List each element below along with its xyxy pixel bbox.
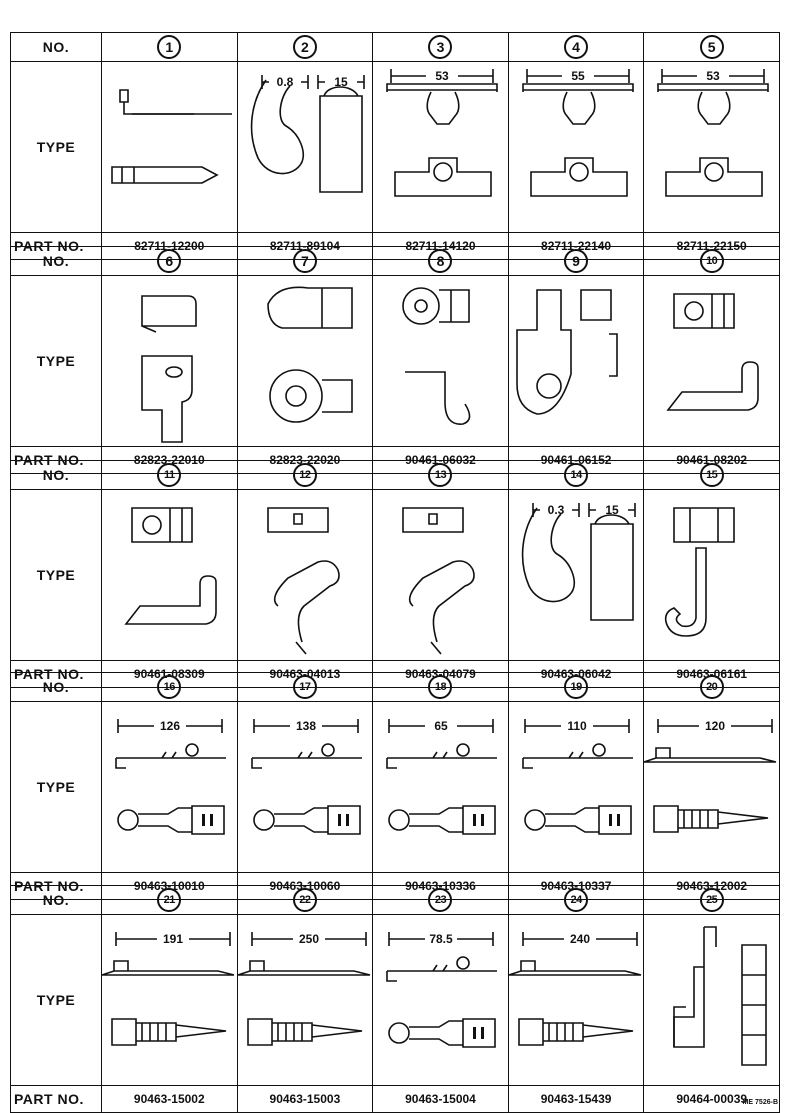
item-number: 2 [293,35,317,59]
type-label: TYPE [11,490,102,661]
dimension-label: 191 [162,932,184,946]
dimension-label: 53 [435,69,449,83]
item-number: 1 [157,35,181,59]
part-number: 90461-08202 [644,447,780,474]
item-number-cell [237,461,373,490]
item-number: 19 [564,675,588,699]
item-number: 17 [293,675,317,699]
item-number: 15 [700,463,724,487]
part-drawing-5 [644,62,780,232]
item-number: 22 [293,888,317,912]
part-drawing-cell [508,702,644,873]
type-row [11,702,780,873]
item-number: 5 [700,35,724,59]
part-drawing-21 [102,915,238,1085]
item-number-cell [644,886,780,915]
part-drawing-cell [508,62,644,233]
part-drawing-cell [102,702,238,873]
part-number: 90461-06032 [373,447,509,474]
item-number-cell [237,33,373,62]
item-number-cell [644,461,780,490]
part-drawing-cell [102,62,238,233]
item-number-cell [373,886,509,915]
item-number: 6 [157,249,181,273]
part-number: 82711-22140 [508,233,644,260]
part-drawing-9 [509,276,645,446]
item-number-cell [508,886,644,915]
part-number: 82823-22020 [237,447,373,474]
part-number: 90463-15002 [102,1086,238,1113]
part-drawing-7 [238,276,374,446]
item-number-cell [373,461,509,490]
parts-table-4 [10,672,780,900]
part-drawing-19 [509,702,645,872]
part-no-label: PART NO. [11,1086,102,1113]
part-number: 90461-06152 [508,447,644,474]
number-row [11,886,780,915]
dimension-label: 250 [298,932,319,946]
part-drawing-cell [373,276,509,447]
item-number-cell [237,673,373,702]
dimension-label: 53 [706,69,721,83]
dimension-label: 126 [159,719,181,733]
part-drawing-2 [238,62,374,232]
item-number: 13 [428,463,452,487]
part-drawing-cell [237,62,373,233]
part-number: 82711-22150 [644,233,780,260]
item-number-cell [373,247,509,276]
item-number-cell [508,673,644,702]
part-drawing-14 [509,490,645,660]
part-drawing-cell [644,702,780,873]
part-number: 90463-15439 [508,1086,644,1113]
parts-table-5 [10,885,780,1113]
part-drawing-17 [238,702,374,872]
part-number: 90464-00039 [644,1086,780,1113]
item-number: 14 [564,463,588,487]
part-drawing-11 [102,490,238,660]
parts-table-3 [10,460,780,688]
part-drawing-22 [238,915,374,1085]
part-number: 90463-04079 [373,661,509,688]
item-number: 21 [157,888,181,912]
part-drawing-cell [644,490,780,661]
item-number-cell [508,461,644,490]
part-drawing-8 [373,276,509,446]
part-drawing-cell [644,62,780,233]
part-drawing-cell [373,915,509,1086]
item-number-cell [102,886,238,915]
part-drawing-20 [644,702,780,872]
figure-code: ME 7526-B [742,1099,778,1106]
type-row [11,62,780,233]
part-number: 90463-10010 [102,873,238,900]
item-number-cell [644,33,780,62]
part-drawing-cell [373,62,509,233]
no-label: NO. [11,673,102,702]
item-number-cell [102,461,238,490]
item-number-cell [644,673,780,702]
item-number: 18 [428,675,452,699]
item-number: 3 [428,35,452,59]
dimension-label: 55 [571,69,585,83]
no-label: NO. [11,886,102,915]
part-drawing-cell [508,915,644,1086]
item-number: 16 [157,675,181,699]
dimension-label: 0.8 [276,75,293,89]
part-drawing-16 [102,702,238,872]
type-row [11,276,780,447]
part-drawing-24 [509,915,645,1085]
part-drawing-1 [102,62,238,232]
part-drawing-cell [373,702,509,873]
part-number: 90463-15003 [237,1086,373,1113]
item-number: 11 [157,463,181,487]
number-row [11,247,780,276]
dimension-label: 15 [333,75,348,89]
dimension-label: 15 [605,503,619,517]
no-label: NO. [11,461,102,490]
no-label: NO. [11,33,102,62]
type-row [11,915,780,1086]
part-drawing-12 [238,490,374,660]
parts-table-1 [10,32,780,260]
item-number-cell [508,247,644,276]
part-drawing-cell [508,490,644,661]
number-row [11,673,780,702]
part-drawing-cell [508,276,644,447]
dimension-label: 110 [567,719,587,733]
part-drawing-25 [644,915,780,1085]
item-number-cell [102,33,238,62]
part-number: 90463-06161 [644,661,780,688]
dimension-label: 65 [434,719,448,733]
number-row [11,461,780,490]
item-number: 23 [428,888,452,912]
part-drawing-cell [644,276,780,447]
item-number-cell [508,33,644,62]
part-no-label: PART NO. [11,661,102,688]
number-row [11,33,780,62]
part-drawing-cell [237,276,373,447]
part-number: 90463-10060 [237,873,373,900]
part-number: 90463-10337 [508,873,644,900]
item-number: 24 [564,888,588,912]
part-drawing-cell [102,490,238,661]
item-number: 8 [428,249,452,273]
parts-table-2 [10,246,780,474]
item-number-cell [373,673,509,702]
part-number: 82711-14120 [373,233,509,260]
item-number-cell [102,247,238,276]
part-number: 82711-12200 [102,233,238,260]
part-drawing-18 [373,702,509,872]
part-number: 90461-08309 [102,661,238,688]
part-drawing-3 [373,62,509,232]
part-number-row [11,1086,780,1113]
part-drawing-4 [509,62,645,232]
part-drawing-6 [102,276,238,446]
item-number-cell [237,247,373,276]
dimension-label: 120 [705,719,726,733]
dimension-label: 0.3 [547,503,565,517]
item-number: 12 [293,463,317,487]
part-number: 90463-04013 [237,661,373,688]
item-number-cell [237,886,373,915]
part-drawing-cell [102,915,238,1086]
part-no-label: PART NO. [11,447,102,474]
type-row [11,490,780,661]
dimension-label: 240 [569,932,590,946]
part-drawing-cell [644,915,780,1086]
item-number: 20 [700,675,724,699]
part-drawing-cell [237,915,373,1086]
part-drawing-cell [102,276,238,447]
item-number-cell [102,673,238,702]
part-number: 90463-06042 [508,661,644,688]
no-label: NO. [11,247,102,276]
item-number: 10 [700,249,724,273]
part-no-label: PART NO. [11,873,102,900]
part-drawing-23 [373,915,509,1085]
part-number: 82711-89104 [237,233,373,260]
part-number: 90463-15004 [373,1086,509,1113]
item-number-cell [373,33,509,62]
item-number-cell [644,247,780,276]
dimension-label: 138 [295,719,316,733]
type-label: TYPE [11,276,102,447]
dimension-label: 78.5 [429,932,453,946]
item-number: 7 [293,249,317,273]
type-label: TYPE [11,62,102,233]
type-label: TYPE [11,915,102,1086]
part-number: 82823-22010 [102,447,238,474]
part-drawing-cell [237,702,373,873]
part-no-label: PART NO. [11,233,102,260]
part-drawing-15 [644,490,780,660]
part-number: 90463-10336 [373,873,509,900]
item-number: 25 [700,888,724,912]
part-drawing-cell [237,490,373,661]
part-drawing-10 [644,276,780,446]
part-number: 90463-12002 [644,873,780,900]
item-number: 9 [564,249,588,273]
part-drawing-13 [373,490,509,660]
part-drawing-cell [373,490,509,661]
type-label: TYPE [11,702,102,873]
item-number: 4 [564,35,588,59]
